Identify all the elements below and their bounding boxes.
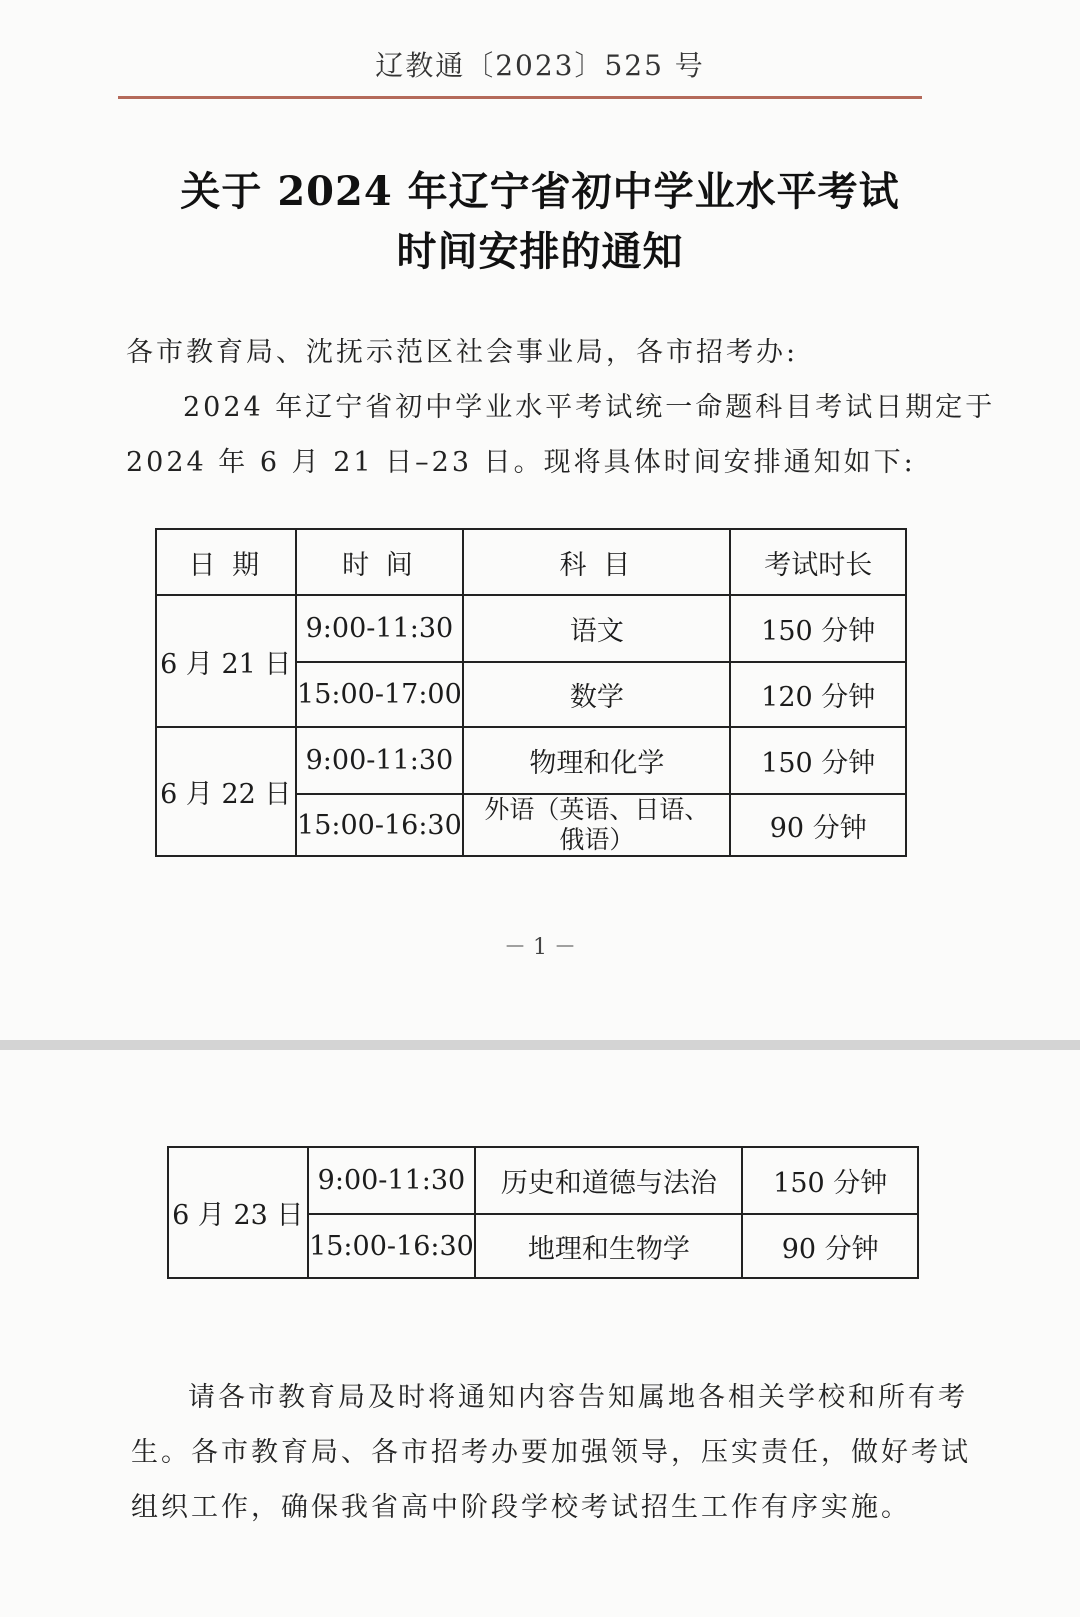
closing-line-3: 组织工作，确保我省高中阶段学校考试招生工作有序实施。 bbox=[131, 1492, 911, 1523]
intro-line-1: 2024 年辽宁省初中学业水平考试统一命题科目考试日期定于 bbox=[183, 392, 996, 423]
table-row bbox=[168, 1147, 918, 1214]
header-date: 日 期 bbox=[156, 529, 296, 595]
duration-cell: 90 分钟 bbox=[742, 1214, 918, 1278]
duration-cell: 120 分钟 bbox=[730, 662, 906, 727]
duration-cell: 150 分钟 bbox=[742, 1147, 918, 1214]
time-cell: 15:00-17:00 bbox=[296, 662, 464, 727]
intro-line-2: 2024 年 6 月 21 日–23 日。现将具体时间安排通知如下: bbox=[126, 447, 916, 478]
duration-cell: 150 分钟 bbox=[730, 595, 906, 662]
header-subject: 科 目 bbox=[463, 529, 730, 595]
time-cell: 9:00-11:30 bbox=[296, 727, 464, 794]
time-cell: 9:00-11:30 bbox=[296, 595, 464, 662]
title-line-2: 时间安排的通知 bbox=[396, 228, 684, 275]
subject-cell: 外语（英语、日语、俄语） bbox=[463, 794, 730, 856]
header-duration: 考试时长 bbox=[730, 529, 906, 595]
title-line-1: 关于 2024 年辽宁省初中学业水平考试 bbox=[180, 168, 900, 215]
schedule-table-part-2 bbox=[167, 1146, 919, 1279]
subject-cell: 历史和道德与法治 bbox=[475, 1147, 742, 1214]
document-number: 辽教通〔2023〕525 号 bbox=[375, 49, 705, 82]
table-row bbox=[156, 727, 906, 794]
subject-cell: 语文 bbox=[463, 595, 730, 662]
salutation: 各市教育局、沈抚示范区社会事业局，各市招考办: bbox=[126, 337, 799, 368]
page-number: － 1 － bbox=[504, 935, 576, 960]
table-row bbox=[156, 595, 906, 662]
subject-cell: 物理和化学 bbox=[463, 727, 730, 794]
time-cell: 15:00-16:30 bbox=[296, 794, 464, 856]
duration-cell: 90 分钟 bbox=[730, 794, 906, 856]
subject-cell: 数学 bbox=[463, 662, 730, 727]
time-cell: 15:00-16:30 bbox=[308, 1214, 476, 1278]
date-cell: 6 月 22 日 bbox=[156, 727, 296, 856]
subject-cell: 地理和生物学 bbox=[475, 1214, 742, 1278]
closing-line-2: 生。各市教育局、各市招考办要加强领导，压实责任，做好考试 bbox=[131, 1437, 971, 1468]
closing-line-1: 请各市教育局及时将通知内容告知属地各相关学校和所有考 bbox=[188, 1382, 968, 1413]
table-header-row bbox=[156, 529, 906, 595]
schedule-table-part-1 bbox=[155, 528, 907, 857]
date-cell: 6 月 23 日 bbox=[168, 1147, 308, 1278]
header-time: 时 间 bbox=[296, 529, 464, 595]
date-cell: 6 月 21 日 bbox=[156, 595, 296, 727]
duration-cell: 150 分钟 bbox=[730, 727, 906, 794]
page-separator bbox=[0, 1040, 1080, 1050]
time-cell: 9:00-11:30 bbox=[308, 1147, 476, 1214]
document-page-2 bbox=[0, 1050, 1080, 1617]
header-divider-line bbox=[118, 96, 922, 99]
